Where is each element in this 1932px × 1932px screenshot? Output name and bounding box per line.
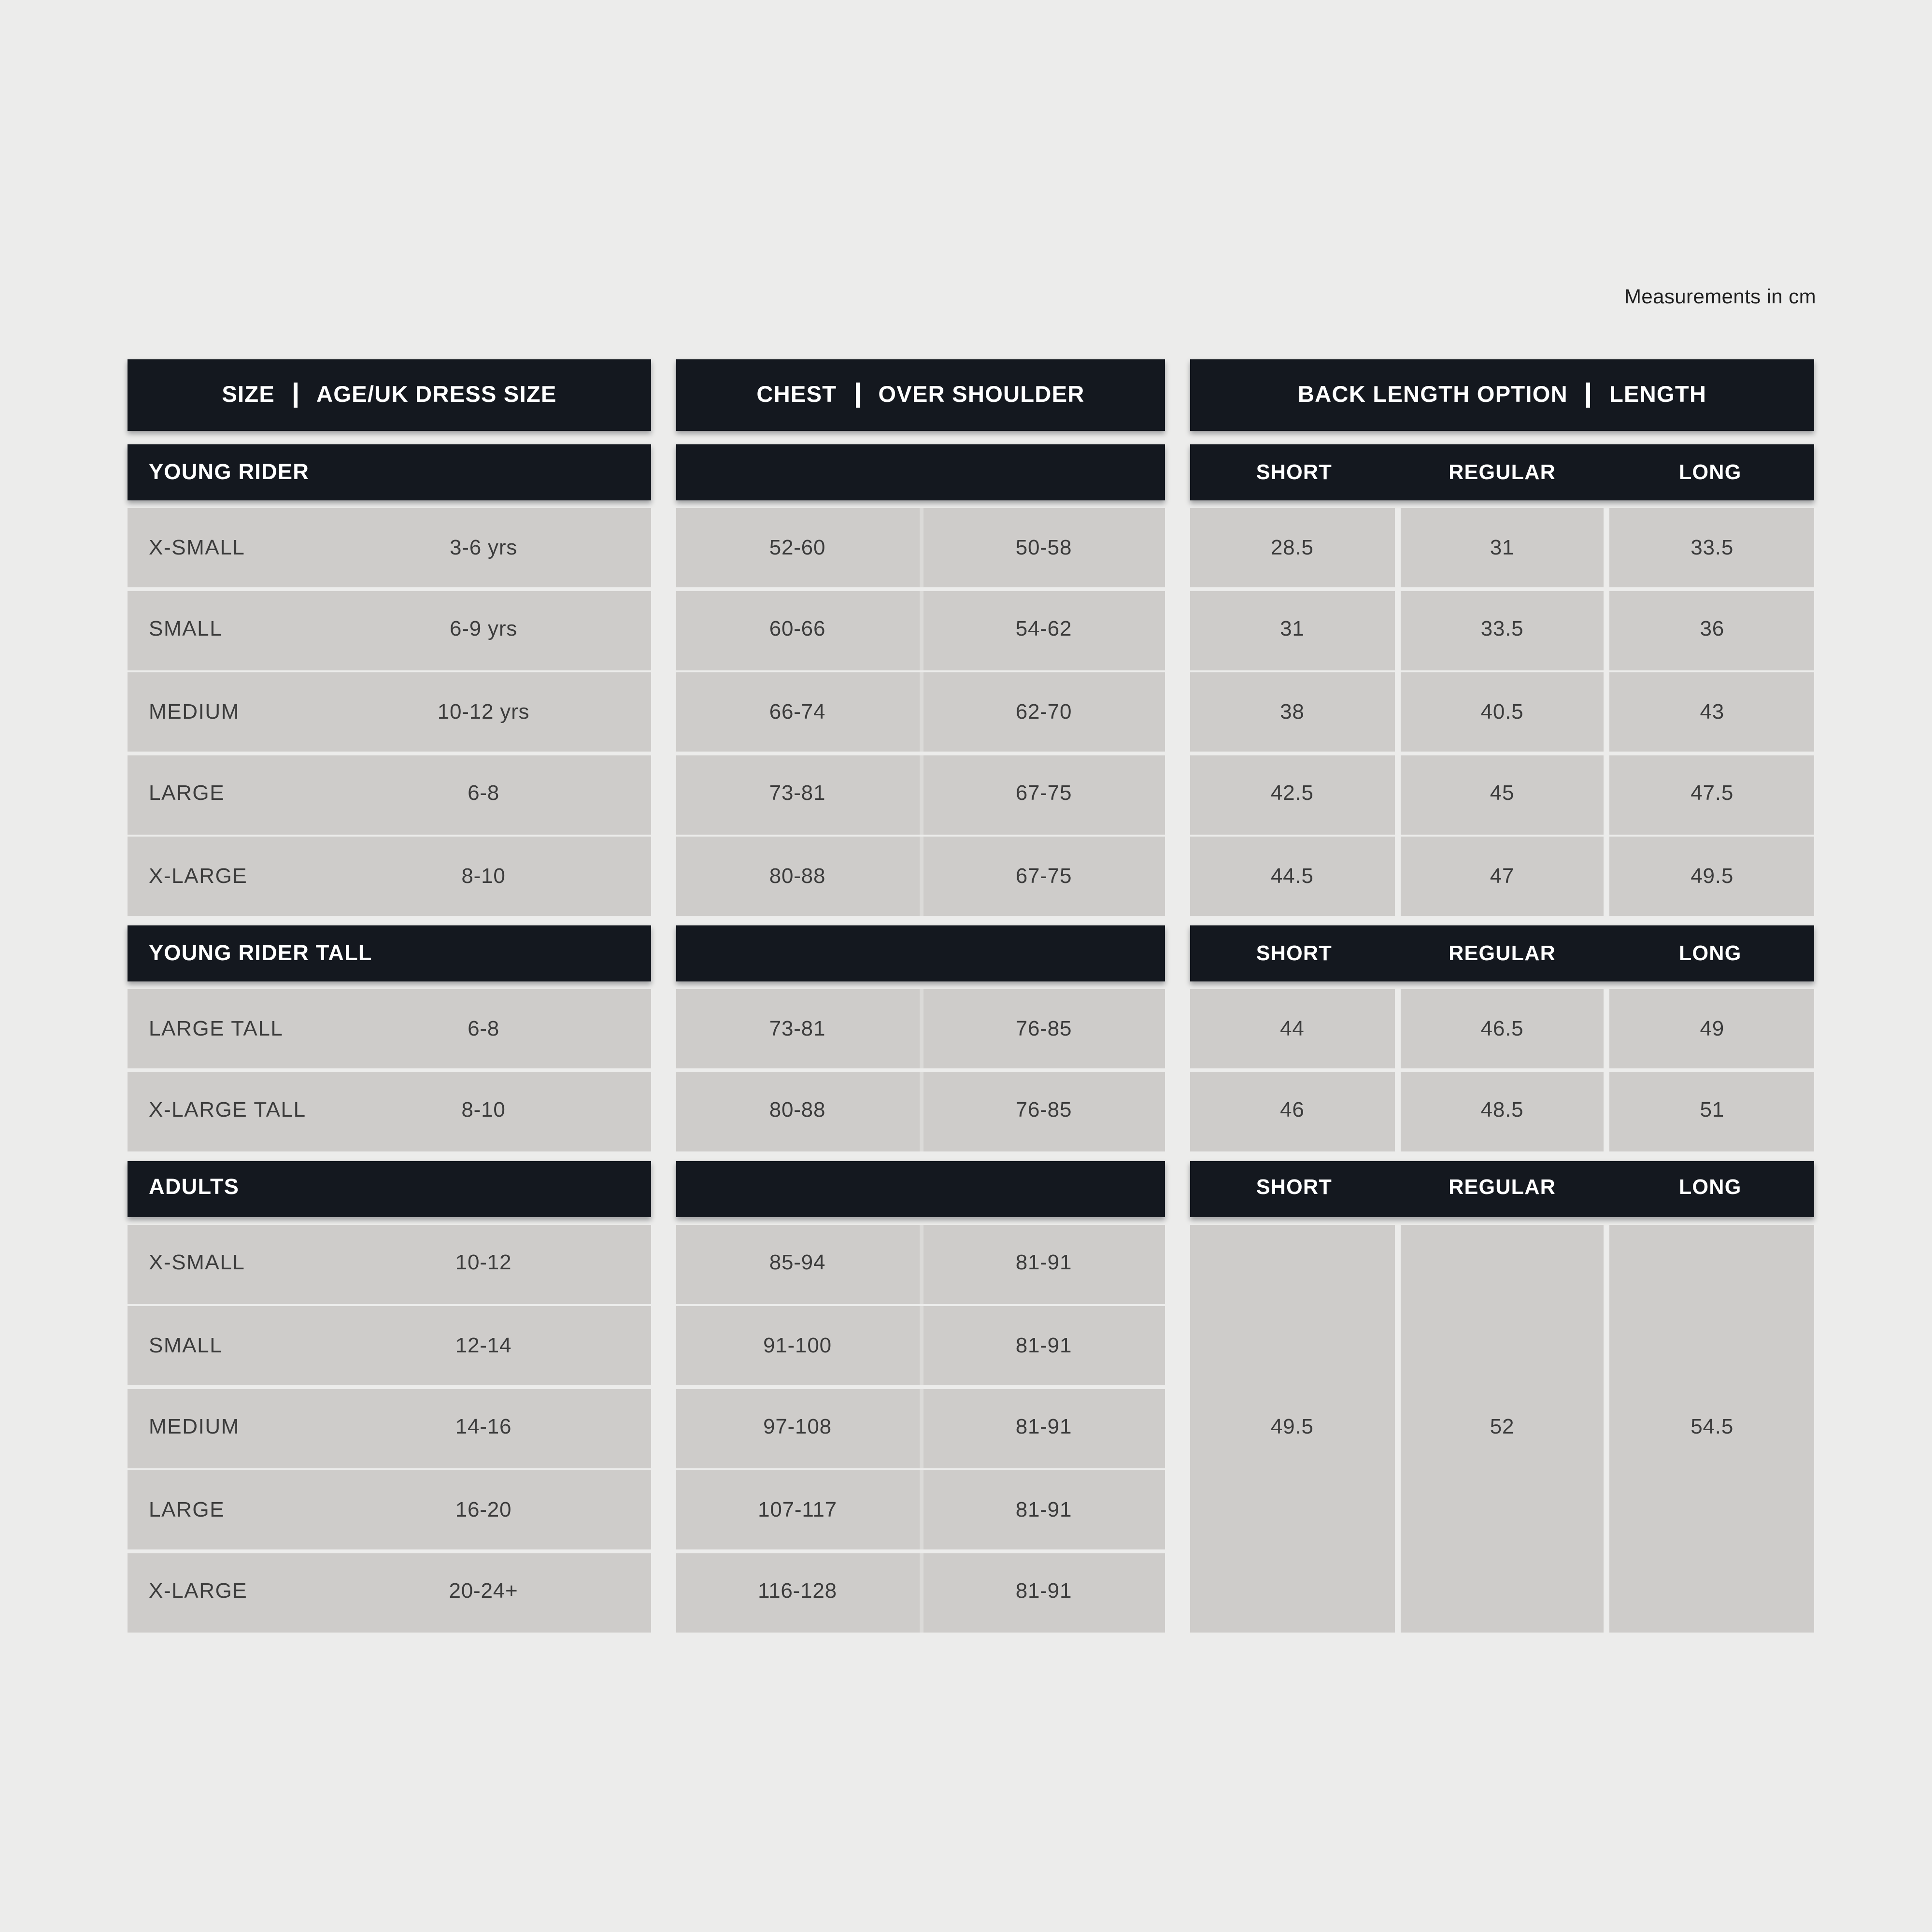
chest-value: 85-94 bbox=[676, 1224, 919, 1303]
length-subheader-bar bbox=[1190, 1160, 1814, 1216]
age-value: 12-14 bbox=[455, 1334, 512, 1357]
header-divider bbox=[294, 382, 297, 407]
section-bar-adults bbox=[128, 1160, 651, 1216]
chest-shoulder-header bbox=[676, 359, 1165, 430]
header-divider bbox=[1587, 382, 1590, 407]
section-bar-blank bbox=[676, 1160, 1165, 1216]
table-row bbox=[128, 837, 651, 916]
size-label: MEDIUM bbox=[149, 1416, 240, 1439]
size-label: LARGE bbox=[149, 1498, 225, 1521]
table-row bbox=[1190, 672, 1814, 752]
shoulder-value: 67-75 bbox=[923, 754, 1165, 834]
header-shoulder-label: OVER SHOULDER bbox=[878, 381, 1085, 408]
regular-value: 31 bbox=[1400, 508, 1605, 587]
long-value: 33.5 bbox=[1610, 508, 1814, 587]
short-value: 44 bbox=[1190, 989, 1394, 1068]
shoulder-value: 76-85 bbox=[923, 1071, 1165, 1151]
size-label: X-LARGE bbox=[149, 1580, 248, 1604]
chest-value: 66-74 bbox=[676, 672, 919, 752]
long-value: 47.5 bbox=[1610, 754, 1814, 834]
size-label: LARGE TALL bbox=[149, 1017, 284, 1040]
short-column-header: SHORT bbox=[1256, 1177, 1332, 1200]
short-value: 38 bbox=[1190, 672, 1394, 752]
short-column-header: SHORT bbox=[1256, 461, 1332, 484]
size-age-group bbox=[128, 0, 651, 1932]
table-row bbox=[676, 1224, 1165, 1303]
back-length-group bbox=[1190, 0, 1814, 1932]
section-bar-young-rider-tall bbox=[128, 925, 651, 981]
shoulder-value: 81-91 bbox=[923, 1470, 1165, 1549]
age-value: 10-12 yrs bbox=[437, 700, 530, 724]
table-row bbox=[1190, 837, 1814, 916]
regular-column-header: REGULAR bbox=[1449, 461, 1556, 484]
table-row bbox=[128, 672, 651, 752]
section-bar-blank bbox=[676, 444, 1165, 500]
table-row bbox=[128, 1071, 651, 1151]
age-value: 10-12 bbox=[455, 1252, 512, 1275]
size-age-header bbox=[128, 359, 651, 430]
short-column-header: SHORT bbox=[1256, 942, 1332, 965]
table-row bbox=[128, 1224, 651, 1303]
chest-value: 80-88 bbox=[676, 1071, 919, 1151]
long-column-header: LONG bbox=[1678, 461, 1742, 484]
table-row bbox=[1190, 989, 1814, 1068]
short-value: 42.5 bbox=[1190, 754, 1394, 834]
shoulder-value: 54-62 bbox=[923, 590, 1165, 669]
table-row bbox=[128, 1552, 651, 1632]
header-length-label: LENGTH bbox=[1609, 381, 1707, 408]
shoulder-value: 81-91 bbox=[923, 1552, 1165, 1632]
long-column-header: LONG bbox=[1678, 1177, 1742, 1200]
table-row bbox=[128, 1388, 651, 1467]
table-row bbox=[1190, 590, 1814, 669]
header-divider bbox=[856, 382, 859, 407]
shoulder-value: 62-70 bbox=[923, 672, 1165, 752]
size-label: MEDIUM bbox=[149, 700, 240, 724]
regular-column-header: REGULAR bbox=[1449, 1177, 1556, 1200]
section-bar-young-rider bbox=[128, 444, 651, 500]
table-row bbox=[128, 1306, 651, 1385]
regular-column-header: REGULAR bbox=[1449, 942, 1556, 965]
size-label: X-LARGE bbox=[149, 865, 248, 888]
shoulder-value: 81-91 bbox=[923, 1224, 1165, 1303]
table-row bbox=[1190, 508, 1814, 587]
size-label: SMALL bbox=[149, 618, 223, 641]
age-value: 8-10 bbox=[461, 1099, 506, 1122]
age-value: 16-20 bbox=[455, 1498, 512, 1521]
header-size-label: SIZE bbox=[222, 381, 275, 408]
long-column-header: LONG bbox=[1678, 942, 1742, 965]
section-bar-blank bbox=[676, 925, 1165, 981]
header-age-label: AGE/UK DRESS SIZE bbox=[316, 381, 557, 408]
age-value: 6-8 bbox=[468, 782, 500, 806]
chest-value: 52-60 bbox=[676, 508, 919, 587]
shoulder-value: 81-91 bbox=[923, 1306, 1165, 1385]
long-value: 49.5 bbox=[1610, 837, 1814, 916]
chest-value: 107-117 bbox=[676, 1470, 919, 1549]
table-row bbox=[676, 1552, 1165, 1632]
regular-value: 46.5 bbox=[1400, 989, 1605, 1068]
long-value: 36 bbox=[1610, 590, 1814, 669]
regular-value: 45 bbox=[1400, 754, 1605, 834]
long-value: 54.5 bbox=[1610, 1224, 1814, 1632]
age-value: 3-6 yrs bbox=[450, 536, 518, 559]
header-chest-label: CHEST bbox=[756, 381, 837, 408]
age-value: 14-16 bbox=[455, 1416, 512, 1439]
section-title: YOUNG RIDER TALL bbox=[149, 942, 372, 965]
table-row bbox=[676, 1470, 1165, 1549]
table-row bbox=[128, 590, 651, 669]
age-value: 8-10 bbox=[461, 865, 506, 888]
short-value: 46 bbox=[1190, 1071, 1394, 1151]
regular-value: 33.5 bbox=[1400, 590, 1605, 669]
size-label: X-SMALL bbox=[149, 1252, 245, 1275]
table-row bbox=[676, 1306, 1165, 1385]
size-label: LARGE bbox=[149, 782, 225, 806]
long-value: 49 bbox=[1610, 989, 1814, 1068]
section-title: YOUNG RIDER bbox=[149, 461, 310, 484]
table-row bbox=[128, 989, 651, 1068]
table-row bbox=[1190, 754, 1814, 834]
table-row bbox=[676, 837, 1165, 916]
short-value: 44.5 bbox=[1190, 837, 1394, 916]
chest-value: 73-81 bbox=[676, 754, 919, 834]
shoulder-value: 67-75 bbox=[923, 837, 1165, 916]
section-title: ADULTS bbox=[149, 1177, 240, 1200]
table-row bbox=[676, 508, 1165, 587]
table-row bbox=[676, 754, 1165, 834]
regular-value: 47 bbox=[1400, 837, 1605, 916]
table-row bbox=[676, 590, 1165, 669]
table-row bbox=[676, 1388, 1165, 1467]
chest-value: 60-66 bbox=[676, 590, 919, 669]
shoulder-value: 50-58 bbox=[923, 508, 1165, 587]
long-value: 51 bbox=[1610, 1071, 1814, 1151]
chest-value: 116-128 bbox=[676, 1552, 919, 1632]
length-subheader-bar bbox=[1190, 925, 1814, 981]
table-row bbox=[128, 1470, 651, 1549]
table-row bbox=[676, 672, 1165, 752]
length-subheader-bar bbox=[1190, 444, 1814, 500]
table-row bbox=[1190, 1071, 1814, 1151]
chest-value: 97-108 bbox=[676, 1388, 919, 1467]
measurements-note: Measurements in cm bbox=[1624, 286, 1816, 309]
chest-value: 73-81 bbox=[676, 989, 919, 1068]
long-value: 43 bbox=[1610, 672, 1814, 752]
short-value: 49.5 bbox=[1190, 1224, 1394, 1632]
table-row bbox=[676, 1071, 1165, 1151]
back-length-header bbox=[1190, 359, 1814, 430]
chest-value: 80-88 bbox=[676, 837, 919, 916]
table-row bbox=[128, 508, 651, 587]
regular-value: 40.5 bbox=[1400, 672, 1605, 752]
shoulder-value: 81-91 bbox=[923, 1388, 1165, 1467]
shoulder-value: 76-85 bbox=[923, 989, 1165, 1068]
age-value: 6-8 bbox=[468, 1017, 500, 1040]
size-label: SMALL bbox=[149, 1334, 223, 1357]
regular-value: 48.5 bbox=[1400, 1071, 1605, 1151]
header-back-length-label: BACK LENGTH OPTION bbox=[1297, 381, 1568, 408]
size-label: X-LARGE TALL bbox=[149, 1099, 306, 1122]
age-value: 6-9 yrs bbox=[450, 618, 518, 641]
table-row bbox=[128, 754, 651, 834]
age-value: 20-24+ bbox=[449, 1580, 518, 1604]
chest-value: 91-100 bbox=[676, 1306, 919, 1385]
size-label: X-SMALL bbox=[149, 536, 245, 559]
short-value: 28.5 bbox=[1190, 508, 1394, 587]
table-row bbox=[676, 989, 1165, 1068]
merged-table-row bbox=[1190, 1224, 1814, 1632]
short-value: 31 bbox=[1190, 590, 1394, 669]
chest-shoulder-group bbox=[676, 0, 1165, 1932]
regular-value: 52 bbox=[1400, 1224, 1605, 1632]
